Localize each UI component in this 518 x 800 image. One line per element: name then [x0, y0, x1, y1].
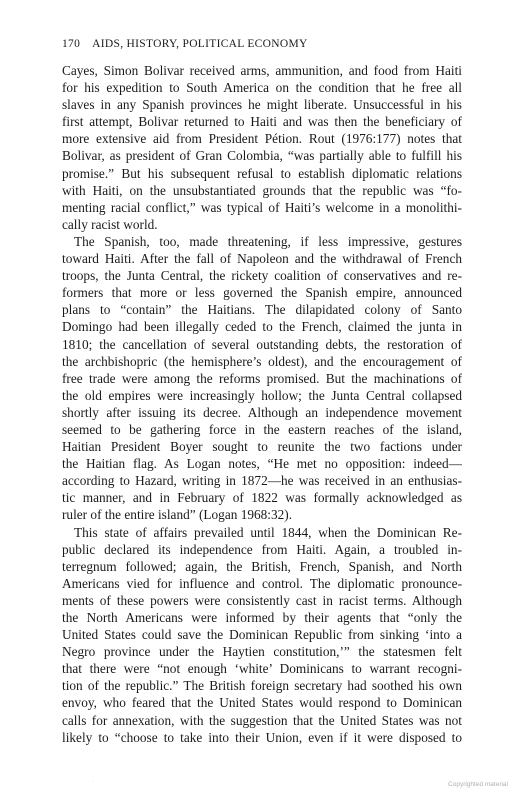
text-line: troops, the Junta Central, the rickety coalition of conservatives and re- — [62, 268, 462, 284]
text-line: likely to “choose to take into their Union, even if it were disposed to — [62, 729, 462, 745]
text-line: 1810; the cancellation of several outstanding debts, the restoration of — [62, 336, 462, 352]
text-line: formers that more or less governed the Spanish empire, announced — [62, 285, 462, 301]
text-line: This state of affairs prevailed until 1844, when the Dominican Re- — [74, 524, 462, 540]
text-line: seemed to be gathering force in the eastern reaches of the island, — [62, 421, 462, 437]
text-line: slaves in any Spanish provinces he might liberate. Unsuccessful in his — [62, 97, 462, 113]
text-line: Negro province under the Haytien constitution,’” the statesmen felt — [62, 644, 462, 660]
text-line: menting racial conflict,” was typical of Haiti’s welcome in a monolithi- — [62, 199, 462, 215]
text-line: tic manner, and in February of 1822 was formally acknowledged as — [62, 490, 462, 506]
scan-mark: · — [92, 778, 95, 785]
body-text — [62, 62, 462, 746]
text-line: Cayes, Simon Bolivar received arms, ammunition, and food from Haiti — [62, 63, 462, 78]
text-line: cally racist world. — [62, 216, 158, 232]
text-line: with Haiti, on the unsubstantiated grounds that the republic was “fo- — [62, 182, 462, 198]
text-line: The Spanish, too, made threatening, if less impressive, gestures — [74, 233, 462, 249]
text-line: according to Hazard, writing in 1872—he was received in an enthusias- — [62, 473, 462, 489]
text-line: calls for annexation, with the suggestion that the United States was not — [62, 712, 462, 728]
text-line: free trade were among the reforms promised. But the machinations of — [62, 370, 462, 386]
text-line: United States could save the Dominican Republic from sinking ‘into a — [62, 627, 462, 643]
running-title: AIDS, HISTORY, POLITICAL ECONOMY — [92, 38, 308, 50]
text-line: the North Americans were informed by their agents that “only the — [62, 610, 462, 625]
text-line: that there were “not enough ‘white’ Dominicans to warrant recogni- — [62, 661, 462, 677]
text-line: the archbishopric (the hemisphere’s oldest), and the encouragement of — [62, 353, 462, 369]
text-line: the Haitian flag. As Logan notes, “He met no opposition: indeed— — [62, 456, 462, 472]
text-line: plans to “contain” the Haitians. The dilapidated colony of Santo — [62, 302, 462, 318]
text-line: public declared its independence from Haiti. Again, a troubled in- — [62, 541, 462, 557]
text-line: Bolivar, as president of Gran Colombia, “was partially able to fulfill his — [62, 148, 462, 164]
text-line: ments of these powers were consistently cast in racist terms. Although — [62, 592, 462, 608]
text-line: Haitian President Boyer sought to reunite the two factions under — [62, 439, 462, 455]
text-line: ruler of the entire island” (Logan 1968:32). — [62, 507, 293, 523]
text-line: terregnum followed; again, the British, French, Spanish, and North — [62, 558, 462, 574]
text-line: the old empires were increasingly hollow; the Junta Central collapsed — [62, 387, 462, 403]
text-line: toward Haiti. After the fall of Napoleon and the withdrawal of French — [62, 251, 462, 267]
text-line: tion of the republic.” The British foreign secretary had soothed his own — [62, 678, 462, 694]
text-line: more extensive aid from President Pétion. Rout (1976:177) notes that — [62, 131, 462, 147]
text-line: Americans vied for influence and control. The diplomatic pronounce- — [62, 575, 462, 591]
text-line: promise.” But his subsequent refusal to establish diplomatic relations — [62, 165, 462, 181]
text-line: first attempt, Bolivar returned to Haiti and was then the beneficiary of — [62, 114, 462, 130]
text-line: Domingo had been illegally ceded to the French, claimed the junta in — [62, 319, 462, 335]
page-number: 170 — [62, 38, 81, 50]
running-header — [62, 38, 462, 50]
text-line: envoy, who feared that the United States would respond to Dominican — [62, 695, 462, 711]
copyright-watermark: Copyrighted material — [448, 781, 508, 788]
text-line: shortly after issuing its decree. Although an independence movement — [62, 404, 462, 420]
text-line: for his expedition to South America on the condition that he free all — [62, 80, 462, 96]
